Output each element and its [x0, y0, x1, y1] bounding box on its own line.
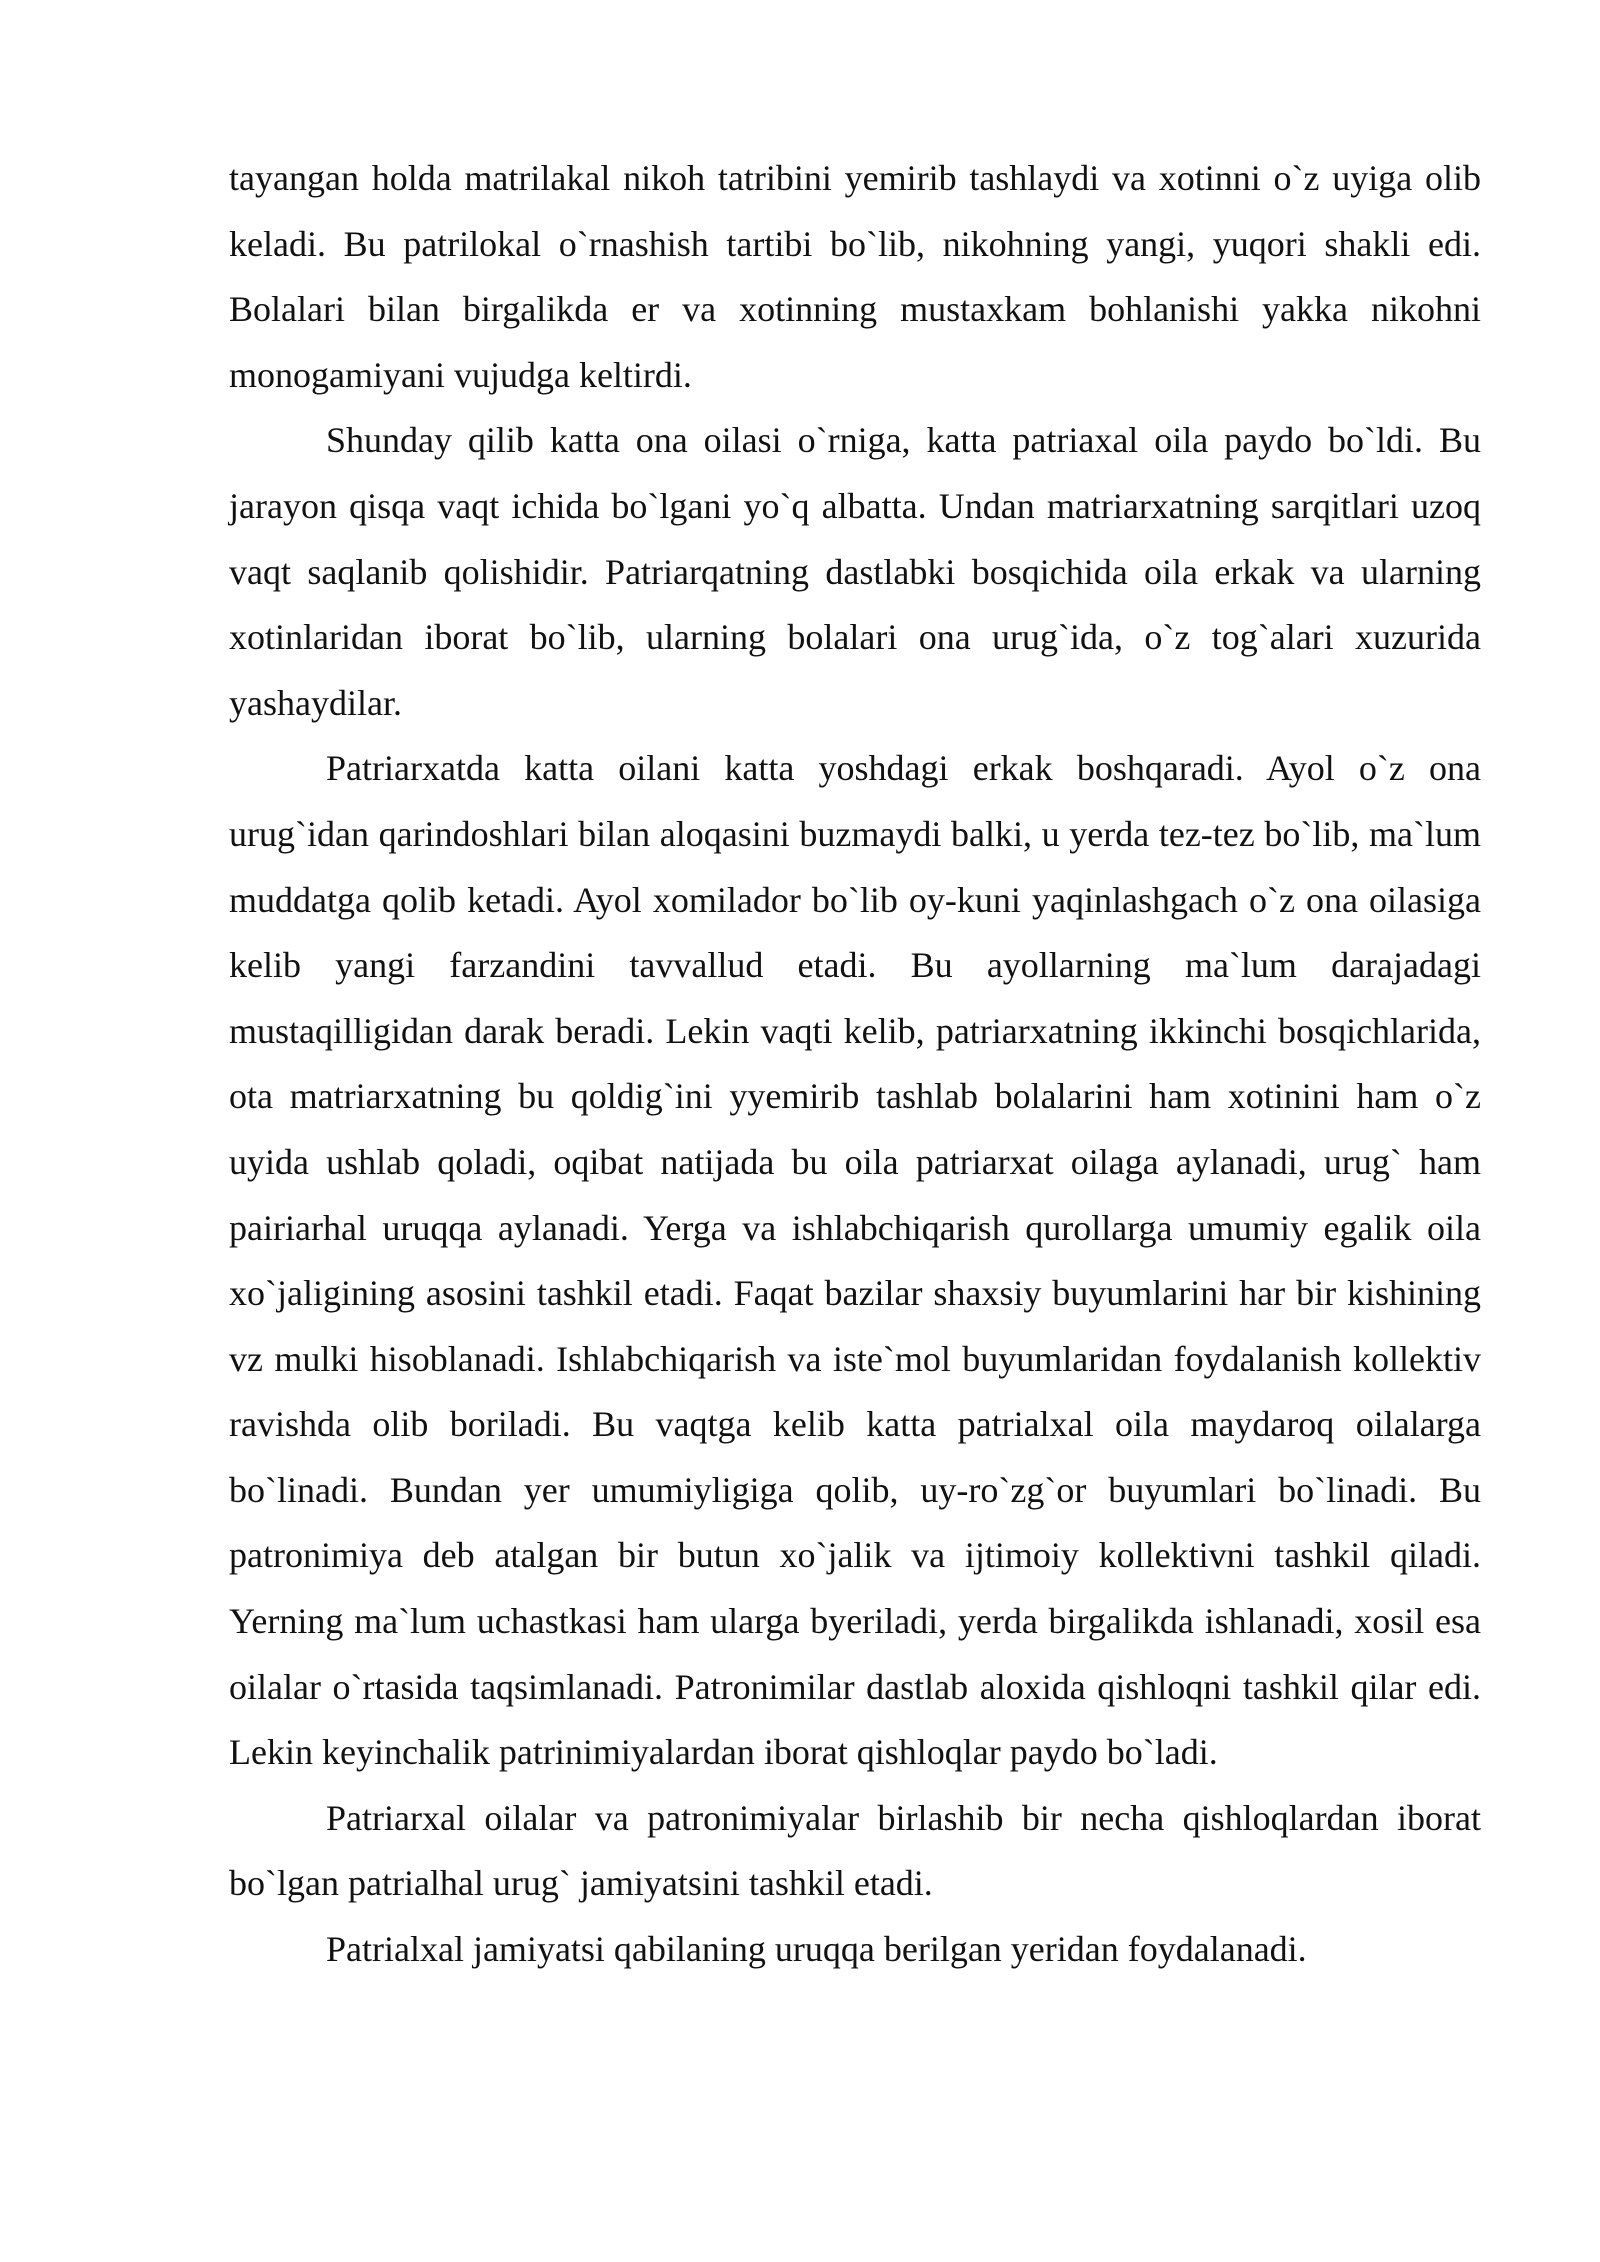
paragraph-4: Patriarxal oilalar va patronimiyalar birlashib bir necha qishloqlardan iborat bo`lgan patrialhal urug` jamiyatsini tashkil etadi. [229, 1797, 1481, 1904]
paragraph-3: Patriarxatda katta oilani katta yoshdagi erkak boshqaradi. Ayol o`z ona urug`idan qarindoshlari bilan aloqasini buzmaydi balki, u yerda tez-tez bo`lib, ma`lum muddatga qolib ketadi. Ayol xomilador bo`lib oy-kuni yaqinlashgach o`z ona oilasiga kelib yangi farzandini tavvallud etadi. Bu ayollarning ma`lum darajadagi mustaqilligidan darak beradi. Lekin vaqti kelib, patriarxatning ikkinchi bosqichlarida, ota matriarxatning bu qoldig`ini yyemirib tashlab bolalarini ham xotinini ham o`z uyida ushlab qoladi, oqibat natijada bu oila patriarxat oilaga aylanadi, urug` ham pairiarhal uruqqa aylanadi. Yerga va ishlabchiqarish qurollarga umumiy egalik oila xo`jaligining asosini tashkil etadi. Faqat bazilar shaxsiy buyumlarini har bir kishining vz mulki hisoblanadi. Ishlabchiqarish va iste`mol buyumlaridan foydalanish kollektiv ravishda olib boriladi. Bu vaqtga kelib katta patrialxal oila maydaroq oilalarga bo`linadi. Bundan yer umumiyligiga qolib, uy-ro`zg`or buyumlari bo`linadi. Bu patronimiya deb atalgan bir butun xo`jalik va ijtimoiy kollektivni tashkil qiladi. Yerning ma`lum uchastkasi ham ularga byeriladi, yerda birgalikda ishlanadi, xosil esa oilalar o`rtasida taqsimlanadi. Patronimilar dastlab aloxida qishloqni tashkil qilar edi. Lekin keyinchalik patrinimiyalardan iborat qishloqlar paydo bo`ladi. [229, 748, 1481, 1773]
paragraph-5: Patrialxal jamiyatsi qabilaning uruqqa berilgan yeridan foydalanadi. [326, 1929, 1307, 1970]
paragraph-2: Shunday qilib katta ona oilasi o`rniga, katta patriaxal oila paydo bo`ldi. Bu jarayon qisqa vaqt ichida bo`lgani yo`q albatta. Undan matriarxatning sarqitlari uzoq vaqt saqlanib qolishidir. Patriarqatning dastlabki bosqichida oila erkak va ularning xotinlaridan iborat bo`lib, ularning bolalari ona urug`ida, o`z tog`alari xuzurida yashaydilar. [229, 420, 1481, 723]
document-body [229, 146, 1481, 1983]
paragraph-1: tayangan holda matrilakal nikoh tatribini yemirib tashlaydi va xotinni o`z uyiga olib keladi. Bu patrilokal o`rnashish tartibi bo`lib, nikohning yangi, yuqori shakli edi. Bolalari bilan birgalikda er va xotinning mustaxkam bohlanishi yakka nikohni monogamiyani vujudga keltirdi. [229, 158, 1481, 395]
